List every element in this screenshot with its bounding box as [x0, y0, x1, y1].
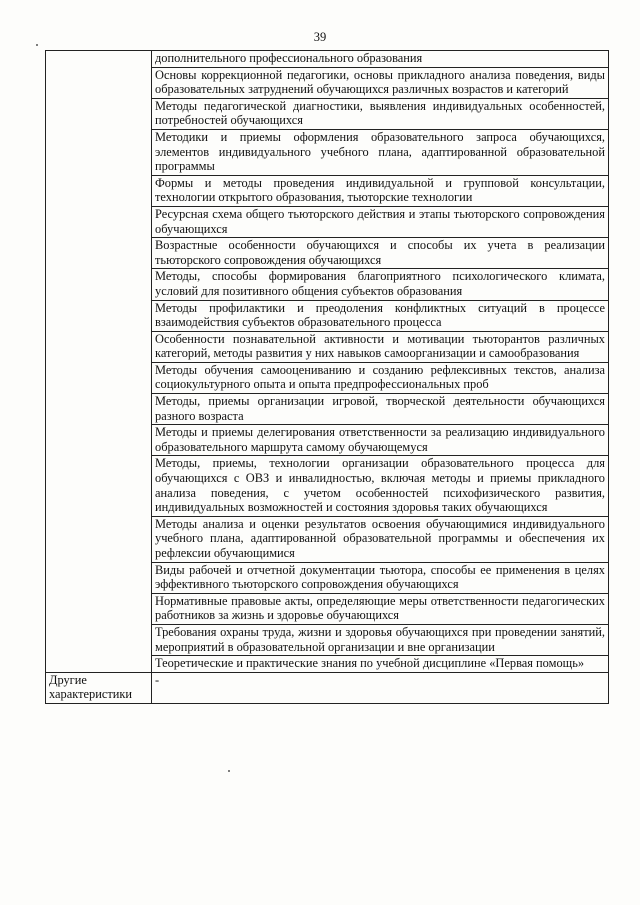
left-cell-empty [46, 51, 152, 673]
table-body [46, 51, 609, 704]
table-cell: Методы, приемы, технологии организации образовательного процесса для обучающихся с ОВЗ и инвалидностью, включая методы и приемы прикладного анализа поведения, с учетом особенностей психофизического развития, индивидуальных возможностей и состояния здоровья таких обучающихся [152, 456, 609, 516]
table-cell: Ресурсная схема общего тьюторского действия и этапы тьюторского сопровождения обучающихся [152, 206, 609, 237]
other-characteristics-value: - [152, 672, 609, 703]
table-cell: Возрастные особенности обучающихся и способы их учета в реализации тьюторского сопровождения обучающихся [152, 238, 609, 269]
table-cell: Методы и приемы делегирования ответственности за реализацию индивидуального образовательного маршрута самому обучающемуся [152, 425, 609, 456]
table-cell: Методы анализа и оценки результатов освоения обучающимися индивидуального учебного плана, адаптированной образовательной программы и обеспечения их рефлексии обучающимися [152, 516, 609, 562]
table-cell: Методики и приемы оформления образовательного запроса обучающихся, элементов индивидуального учебного плана, адаптированной образовательной программы [152, 129, 609, 175]
scan-speck [228, 770, 230, 772]
table-cell: Виды рабочей и отчетной документации тьютора, способы ее применения в целях эффективного тьюторского сопровождения обучающихся [152, 562, 609, 593]
scan-speck [36, 44, 38, 46]
table-cell: Методы педагогической диагностики, выявления индивидуальных особенностей, потребностей обучающихся [152, 98, 609, 129]
table-cell: Требования охраны труда, жизни и здоровья обучающихся при проведении занятий, мероприятий в образовательной организации и вне организации [152, 624, 609, 655]
other-characteristics-label: Другие характеристики [46, 672, 152, 703]
table-cell: Особенности познавательной активности и мотивации тьюторантов различных категорий, методы развития у них навыков самоорганизации и самообразования [152, 331, 609, 362]
table-cell: Нормативные правовые акты, определяющие меры ответственности педагогических работников за жизнь и здоровье обучающихся [152, 593, 609, 624]
knowledge-table [45, 50, 609, 704]
table-cell: Методы, способы формирования благоприятного психологического климата, условий для позитивного общения субъектов образования [152, 269, 609, 300]
table-cell: Методы обучения самооцениванию и созданию рефлексивных текстов, анализа социокультурного опыта и опыта предпрофессиональных проб [152, 362, 609, 393]
table-cell: Методы профилактики и преодоления конфликтных ситуаций в процессе взаимодействия субъектов образовательного процесса [152, 300, 609, 331]
page-number: 39 [313, 30, 327, 44]
table-cell: Методы, приемы организации игровой, творческой деятельности обучающихся разного возраста [152, 394, 609, 425]
table-row [46, 51, 609, 68]
table-cell: Основы коррекционной педагогики, основы прикладного анализа поведения, виды образовательных затруднений обучающихся различных возрастов и категорий [152, 67, 609, 98]
table-row-other [46, 672, 609, 703]
table-cell: дополнительного профессионального образования [152, 51, 609, 68]
table-cell: Формы и методы проведения индивидуальной и групповой консультации, технологии открытого образования, тьюторские технологии [152, 175, 609, 206]
table-cell: Теоретические и практические знания по учебной дисциплине «Первая помощь» [152, 656, 609, 673]
